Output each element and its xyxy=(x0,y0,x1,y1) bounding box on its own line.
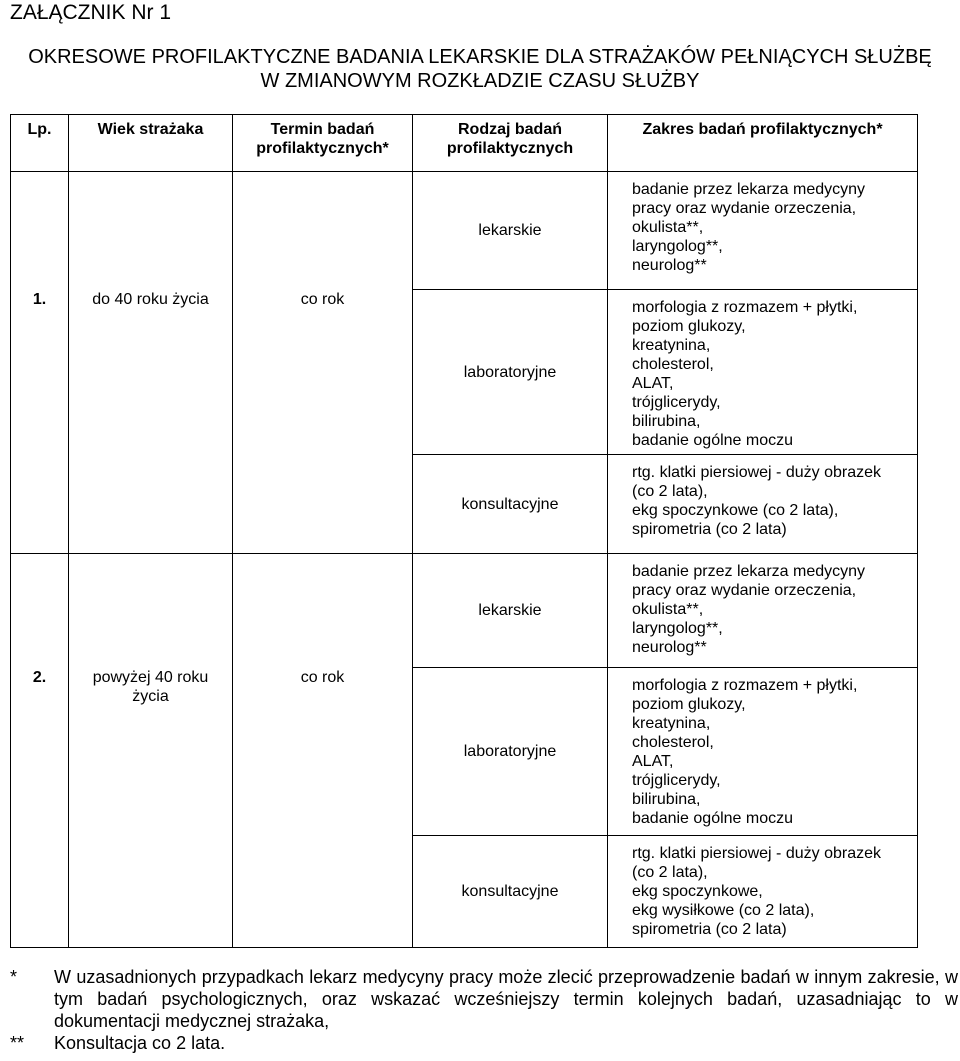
term-cell-spacer xyxy=(233,172,413,290)
scope-line: okulista**, xyxy=(632,601,704,618)
kind-cell: konsultacyjne xyxy=(413,836,608,948)
table-row xyxy=(11,836,918,948)
term-cell-spacer xyxy=(233,836,413,948)
scope-cell xyxy=(608,290,918,455)
footnote xyxy=(10,966,958,1032)
scope-line: bilirubina, xyxy=(632,413,701,430)
scope-cell xyxy=(608,668,918,836)
scope-line: badanie ogólne moczu xyxy=(632,810,794,827)
scope-line: bilirubina, xyxy=(632,791,701,808)
header-term-line: Termin badań xyxy=(270,121,375,138)
exam-table xyxy=(10,114,918,948)
scope-line: morfologia z rozmazem + płytki, xyxy=(632,677,858,694)
scope-line: ALAT, xyxy=(632,375,674,392)
scope-line: ekg wysiłkowe (co 2 lata), xyxy=(632,902,815,919)
scope-line: ekg spoczynkowe (co 2 lata), xyxy=(632,502,839,519)
table-row xyxy=(11,290,918,455)
scope-line: cholesterol, xyxy=(632,356,714,373)
header-kind xyxy=(413,115,608,172)
scope-line: spirometria (co 2 lata) xyxy=(632,521,787,538)
age-line: życia xyxy=(132,687,169,705)
scope-line: ekg spoczynkowe, xyxy=(632,883,763,900)
lp-cell: 2. xyxy=(11,668,69,836)
kind-cell: lekarskie xyxy=(413,172,608,290)
table-row xyxy=(11,172,918,290)
scope-line: rtg. klatki piersiowej - duży obrazek xyxy=(632,464,881,481)
age-line: do 40 roku życia xyxy=(92,290,209,308)
footnote-mark: ** xyxy=(10,1033,25,1053)
age-cell-spacer xyxy=(69,455,233,554)
footnote xyxy=(10,1032,958,1054)
scope-line: pracy oraz wydanie orzeczenia, xyxy=(632,582,857,599)
header-lp: Lp. xyxy=(11,115,69,172)
lp-cell-spacer xyxy=(11,554,69,668)
kind-cell: laboratoryjne xyxy=(413,290,608,455)
scope-line: spirometria (co 2 lata) xyxy=(632,921,787,938)
table-header-row xyxy=(11,115,918,172)
scope-line: poziom glukozy, xyxy=(632,696,746,713)
lp-cell-spacer xyxy=(11,455,69,554)
document-title xyxy=(10,45,950,93)
attachment-label: ZAŁĄCZNIK Nr 1 xyxy=(10,1,172,24)
kind-cell: lekarskie xyxy=(413,554,608,668)
age-line: powyżej 40 roku xyxy=(92,668,209,686)
scope-line: badanie ogólne moczu xyxy=(632,432,794,449)
table-row xyxy=(11,455,918,554)
scope-line: (co 2 lata), xyxy=(632,864,708,881)
scope-line: okulista**, xyxy=(632,219,704,236)
lp-cell-spacer xyxy=(11,836,69,948)
age-cell-spacer xyxy=(69,172,233,290)
scope-line: pracy oraz wydanie orzeczenia, xyxy=(632,200,857,217)
scope-line: cholesterol, xyxy=(632,734,714,751)
scope-line: rtg. klatki piersiowej - duży obrazek xyxy=(632,845,881,862)
table-row xyxy=(11,554,918,668)
header-kind-line: profilaktycznych xyxy=(446,140,574,157)
scope-line: poziom glukozy, xyxy=(632,318,746,335)
kind-cell: laboratoryjne xyxy=(413,668,608,836)
header-scope: Zakres badań profilaktycznych* xyxy=(608,115,918,172)
age-cell-spacer xyxy=(69,554,233,668)
scope-cell xyxy=(608,172,918,290)
age-cell xyxy=(69,668,233,836)
scope-line: laryngolog**, xyxy=(632,238,723,255)
header-kind-line: Rodzaj badań xyxy=(457,121,562,138)
footnotes xyxy=(10,966,958,1054)
scope-line: neurolog** xyxy=(632,639,707,656)
scope-cell xyxy=(608,455,918,554)
header-term xyxy=(233,115,413,172)
scope-line: kreatynina, xyxy=(632,715,711,732)
scope-line: badanie przez lekarza medycyny xyxy=(632,563,866,580)
scope-line: (co 2 lata), xyxy=(632,483,708,500)
scope-cell xyxy=(608,836,918,948)
scope-line: morfologia z rozmazem + płytki, xyxy=(632,299,858,316)
header-term-line: profilaktycznych* xyxy=(256,140,389,157)
term-cell: co rok xyxy=(233,290,413,455)
scope-line: neurolog** xyxy=(632,257,707,274)
title-line: W ZMIANOWYM ROZKŁADZIE CZASU SŁUŻBY xyxy=(260,70,700,92)
lp-cell-spacer xyxy=(11,172,69,290)
scope-line: badanie przez lekarza medycyny xyxy=(632,181,866,198)
footnote-text: Konsultacja co 2 lata. xyxy=(54,1033,226,1053)
lp-cell: 1. xyxy=(11,290,69,455)
term-cell-spacer xyxy=(233,455,413,554)
age-cell xyxy=(69,290,233,455)
header-age: Wiek strażaka xyxy=(69,115,233,172)
scope-line: laryngolog**, xyxy=(632,620,723,637)
term-cell: co rok xyxy=(233,668,413,836)
scope-cell xyxy=(608,554,918,668)
footnote-mark: * xyxy=(10,967,18,987)
scope-line: kreatynina, xyxy=(632,337,711,354)
age-cell-spacer xyxy=(69,836,233,948)
footnote-text: W uzasadnionych przypadkach lekarz medycyny pracy może zlecić przeprowadzenie badań w innym zakresie, w tym badań psychologicznych, oraz wskazać wcześniejszy termin kolejnych badań, uzasadniając to w dokumentacji medycznej strażaka, xyxy=(54,967,958,1031)
title-line: OKRESOWE PROFILAKTYCZNE BADANIA LEKARSKIE DLA STRAŻAKÓW PEŁNIĄCYCH SŁUŻBĘ xyxy=(28,46,932,68)
table-row xyxy=(11,668,918,836)
scope-line: ALAT, xyxy=(632,753,674,770)
scope-line: trójglicerydy, xyxy=(632,394,721,411)
term-cell-spacer xyxy=(233,554,413,668)
scope-line: trójglicerydy, xyxy=(632,772,721,789)
kind-cell: konsultacyjne xyxy=(413,455,608,554)
